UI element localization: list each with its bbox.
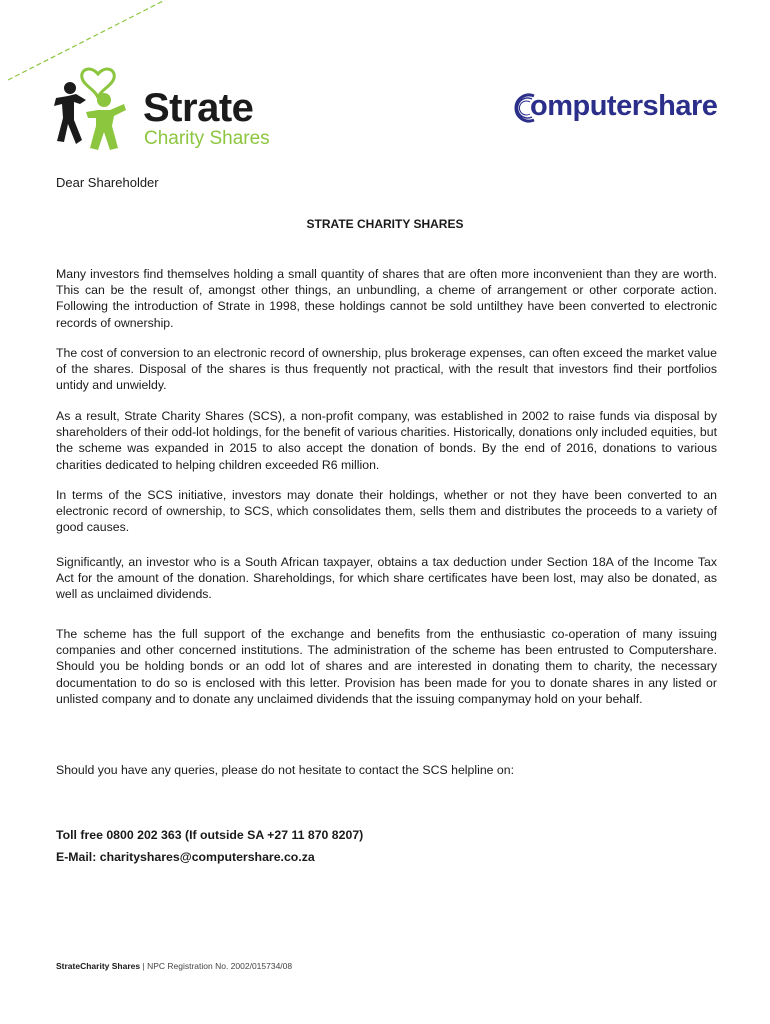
paragraph-6: The scheme has the full support of the exchange and benefits from the enthusiastic co-operation of many issuing companies and other concerned institutions. The administration of the scheme has been entrusted to Computershare. Should you be holding bonds or an odd lot of shares and are interested in donating them to charity, the necessary documentation to do so is enclosed with this letter. Provision has been made for you to donate shares in any listed or unlisted company and to donate any unclaimed dividends that the issuing companymay hold on your behalf. [56,627,717,706]
footer-registration: NPC Registration No. 2002/015734/08 [147,961,293,971]
helpline-email: E-Mail: charityshares@computershare.co.za [56,850,315,864]
computershare-logo [512,88,722,128]
strate-charity-shares-logo [52,64,292,160]
footer-org: StrateCharity Shares [56,961,141,971]
paragraph-3: As a result, Strate Charity Shares (SCS), a non-profit company, was established in 2002 to raise funds via disposal by shareholders of their odd-lot holdings, for the benefit of various charities. Historically, donations only included equities, but the scheme was expanded in 2015 to also accept the donation of bonds. By the end of 2016, donations to various charities dedicated to helping children exceeded R6 million. [56,409,717,472]
salutation: Dear Shareholder [56,175,159,190]
letter-title: STRATE CHARITY SHARES [306,217,464,231]
strate-figures-icon [52,64,144,160]
computershare-wordmark: omputershare [530,90,718,122]
footer [56,961,292,971]
helpline-phone: Toll free 0800 202 363 (If outside SA +27 11 870 8207) [56,828,364,842]
helpline-intro: Should you have any queries, please do not hesitate to contact the SCS helpline on: [56,763,515,777]
paragraph-5: Significantly, an investor who is a South African taxpayer, obtains a tax deduction under Section 18A of the Income Tax Act for the amount of the donation. Shareholdings, for which share certificates have been lost, may also be donated, as well as unclaimed dividends. [56,555,717,602]
paragraph-2: The cost of conversion to an electronic record of ownership, plus brokerage expenses, can often exceed the market value of the shares. Disposal of the shares is thus frequently not practical, with the result that investors find their portfolios untidy and unwieldy. [56,346,717,393]
strate-logo-wordmark: Strate [143,86,254,130]
strate-logo-subtitle: Charity Shares [144,128,270,149]
footer-separator: | [142,961,145,971]
paragraph-1: Many investors find themselves holding a small quantity of shares that are often more inconvenient than they are worth. This can be the result of, amongst other things, an unbundling, a cheme of arrangement or other corporate action. Following the introduction of Strate in 1998, these holdings cannot be sold untilthey have been converted to electronic records of ownership. [56,267,717,330]
paragraph-4: In terms of the SCS initiative, investors may donate their holdings, whether or not they have been converted to an electronic record of ownership, to SCS, which consolidates them, sells them and distributes the proceeds to a variety of good causes. [56,488,717,535]
